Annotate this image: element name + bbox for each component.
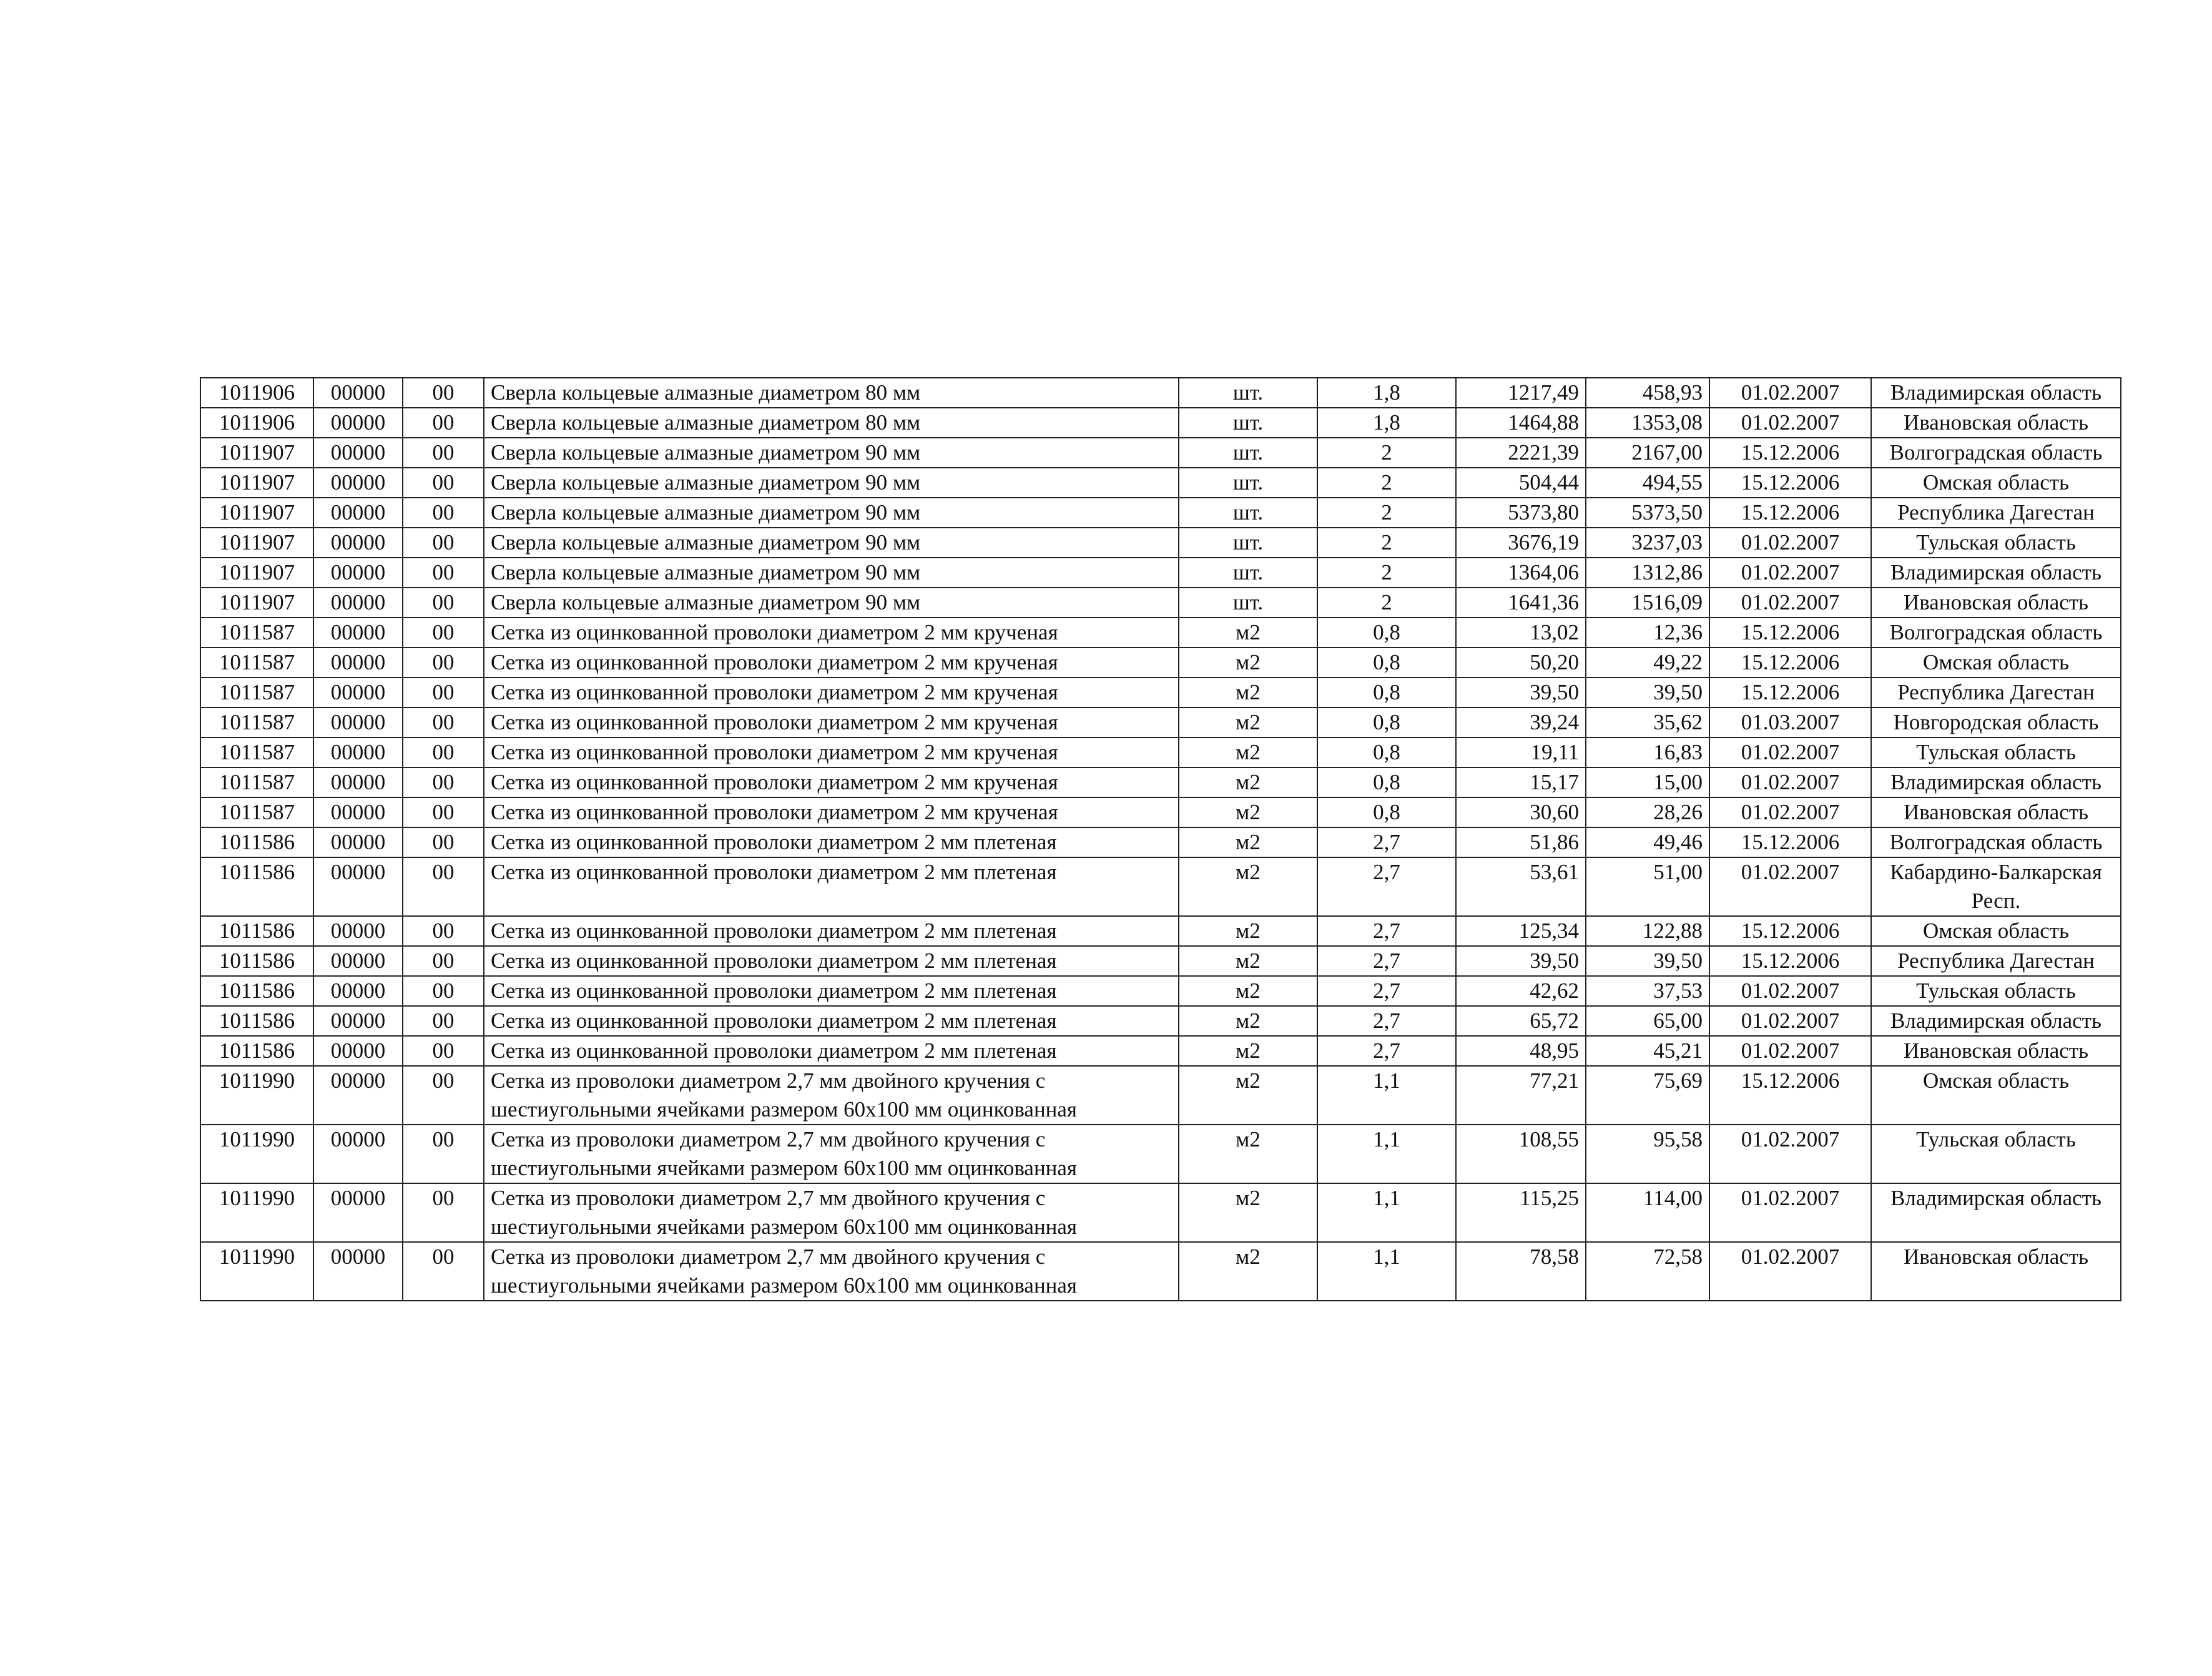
cell-name: Сверла кольцевые алмазные диаметром 90 мм [484,468,1179,498]
cell-price-2: 458,93 [1586,378,1709,408]
cell-coefficient: 2,7 [1317,946,1456,976]
cell-coefficient: 1,1 [1317,1242,1456,1301]
cell-region: Омская область [1871,468,2121,498]
cell-code: 1011586 [200,1006,313,1036]
cell-subcode-2: 00 [403,946,484,976]
cell-subcode: 00000 [313,946,403,976]
cell-subcode: 00000 [313,438,403,468]
cell-price-1: 108,55 [1456,1125,1586,1183]
price-table [200,377,2121,1301]
cell-code: 1011990 [200,1125,313,1183]
cell-date: 01.02.2007 [1709,1036,1871,1066]
cell-price-1: 53,61 [1456,857,1586,916]
cell-unit: м2 [1179,1066,1317,1125]
cell-price-1: 39,50 [1456,678,1586,707]
cell-subcode: 00000 [313,827,403,857]
cell-date: 01.02.2007 [1709,976,1871,1006]
cell-unit: м2 [1179,1125,1317,1183]
cell-coefficient: 0,8 [1317,797,1456,827]
cell-price-2: 1353,08 [1586,408,1709,438]
cell-code: 1011587 [200,618,313,648]
cell-name: Сверла кольцевые алмазные диаметром 80 мм [484,378,1179,408]
cell-unit: м2 [1179,797,1317,827]
cell-price-2: 28,26 [1586,797,1709,827]
cell-price-1: 3676,19 [1456,528,1586,558]
cell-date: 01.02.2007 [1709,737,1871,767]
cell-coefficient: 0,8 [1317,707,1456,737]
cell-date: 01.03.2007 [1709,707,1871,737]
cell-name: Сетка из оцинкованной проволоки диаметром 2 мм плетеная [484,857,1179,916]
cell-date: 01.02.2007 [1709,378,1871,408]
cell-subcode: 00000 [313,378,403,408]
table-row [200,976,2121,1006]
cell-subcode-2: 00 [403,528,484,558]
cell-subcode: 00000 [313,916,403,946]
cell-coefficient: 1,8 [1317,378,1456,408]
table-row [200,1242,2121,1301]
cell-unit: шт. [1179,438,1317,468]
cell-subcode-2: 00 [403,737,484,767]
cell-price-2: 114,00 [1586,1183,1709,1242]
cell-price-2: 51,00 [1586,857,1709,916]
cell-subcode-2: 00 [403,378,484,408]
cell-region: Волгоградская область [1871,827,2121,857]
cell-code: 1011587 [200,797,313,827]
cell-coefficient: 0,8 [1317,618,1456,648]
cell-subcode-2: 00 [403,916,484,946]
cell-date: 15.12.2006 [1709,498,1871,528]
cell-subcode: 00000 [313,1006,403,1036]
cell-region: Ивановская область [1871,797,2121,827]
cell-price-1: 15,17 [1456,767,1586,797]
cell-subcode: 00000 [313,1066,403,1125]
cell-price-1: 1641,36 [1456,588,1586,618]
cell-date: 01.02.2007 [1709,408,1871,438]
cell-subcode: 00000 [313,857,403,916]
cell-subcode: 00000 [313,707,403,737]
cell-name: Сетка из оцинкованной проволоки диаметром 2 мм плетеная [484,1036,1179,1066]
cell-region: Владимирская область [1871,378,2121,408]
cell-subcode: 00000 [313,976,403,1006]
cell-price-2: 65,00 [1586,1006,1709,1036]
table-row [200,378,2121,408]
cell-subcode-2: 00 [403,1036,484,1066]
cell-region: Ивановская область [1871,408,2121,438]
cell-unit: м2 [1179,827,1317,857]
cell-code: 1011586 [200,827,313,857]
cell-price-1: 1364,06 [1456,558,1586,588]
cell-code: 1011906 [200,408,313,438]
cell-region: Владимирская область [1871,767,2121,797]
cell-coefficient: 2,7 [1317,827,1456,857]
cell-coefficient: 0,8 [1317,648,1456,678]
table-row [200,1183,2121,1242]
cell-price-2: 39,50 [1586,678,1709,707]
cell-coefficient: 1,1 [1317,1125,1456,1183]
cell-name: Сверла кольцевые алмазные диаметром 90 мм [484,528,1179,558]
cell-subcode: 00000 [313,1036,403,1066]
cell-code: 1011907 [200,588,313,618]
table-row [200,498,2121,528]
table-row [200,916,2121,946]
cell-code: 1011587 [200,737,313,767]
cell-price-1: 1464,88 [1456,408,1586,438]
cell-unit: м2 [1179,767,1317,797]
cell-subcode-2: 00 [403,408,484,438]
cell-name: Сетка из оцинкованной проволоки диаметром 2 мм крученая [484,737,1179,767]
cell-price-1: 2221,39 [1456,438,1586,468]
table-row [200,438,2121,468]
cell-date: 01.02.2007 [1709,558,1871,588]
cell-subcode-2: 00 [403,857,484,916]
cell-code: 1011586 [200,1036,313,1066]
cell-coefficient: 2 [1317,468,1456,498]
cell-price-1: 504,44 [1456,468,1586,498]
cell-subcode-2: 00 [403,707,484,737]
cell-price-1: 51,86 [1456,827,1586,857]
cell-price-1: 39,24 [1456,707,1586,737]
cell-coefficient: 1,1 [1317,1183,1456,1242]
cell-code: 1011990 [200,1066,313,1125]
cell-coefficient: 2 [1317,438,1456,468]
cell-subcode-2: 00 [403,797,484,827]
table-row [200,678,2121,707]
cell-region: Республика Дагестан [1871,946,2121,976]
cell-price-1: 78,58 [1456,1242,1586,1301]
cell-price-1: 65,72 [1456,1006,1586,1036]
cell-unit: м2 [1179,946,1317,976]
cell-date: 01.02.2007 [1709,767,1871,797]
cell-subcode: 00000 [313,1125,403,1183]
cell-price-2: 5373,50 [1586,498,1709,528]
cell-date: 15.12.2006 [1709,827,1871,857]
cell-date: 01.02.2007 [1709,528,1871,558]
cell-unit: м2 [1179,707,1317,737]
cell-price-1: 42,62 [1456,976,1586,1006]
cell-subcode-2: 00 [403,976,484,1006]
cell-coefficient: 0,8 [1317,767,1456,797]
cell-subcode-2: 00 [403,678,484,707]
cell-subcode-2: 00 [403,558,484,588]
cell-coefficient: 0,8 [1317,737,1456,767]
cell-price-1: 115,25 [1456,1183,1586,1242]
cell-price-2: 15,00 [1586,767,1709,797]
cell-unit: шт. [1179,558,1317,588]
cell-region: Владимирская область [1871,1006,2121,1036]
cell-price-2: 45,21 [1586,1036,1709,1066]
cell-name: Сетка из оцинкованной проволоки диаметром 2 мм крученая [484,767,1179,797]
cell-subcode: 00000 [313,408,403,438]
cell-subcode: 00000 [313,1183,403,1242]
cell-code: 1011907 [200,528,313,558]
cell-unit: шт. [1179,378,1317,408]
cell-subcode-2: 00 [403,498,484,528]
table-row [200,737,2121,767]
cell-subcode-2: 00 [403,1066,484,1125]
cell-price-2: 49,46 [1586,827,1709,857]
cell-unit: м2 [1179,737,1317,767]
cell-code: 1011587 [200,707,313,737]
cell-code: 1011586 [200,916,313,946]
table-row [200,558,2121,588]
cell-unit: м2 [1179,1242,1317,1301]
cell-name: Сетка из оцинкованной проволоки диаметром 2 мм плетеная [484,976,1179,1006]
table-row [200,408,2121,438]
cell-unit: м2 [1179,857,1317,916]
cell-date: 15.12.2006 [1709,916,1871,946]
cell-unit: шт. [1179,498,1317,528]
table-row [200,468,2121,498]
cell-code: 1011990 [200,1183,313,1242]
cell-price-2: 1516,09 [1586,588,1709,618]
cell-price-1: 5373,80 [1456,498,1586,528]
cell-region: Омская область [1871,1066,2121,1125]
cell-date: 15.12.2006 [1709,678,1871,707]
table-row [200,1066,2121,1125]
cell-code: 1011906 [200,378,313,408]
cell-date: 15.12.2006 [1709,618,1871,648]
cell-code: 1011907 [200,498,313,528]
cell-date: 01.02.2007 [1709,1006,1871,1036]
cell-region: Ивановская область [1871,588,2121,618]
cell-price-1: 39,50 [1456,946,1586,976]
cell-coefficient: 2 [1317,588,1456,618]
cell-subcode-2: 00 [403,648,484,678]
cell-price-2: 35,62 [1586,707,1709,737]
cell-unit: м2 [1179,648,1317,678]
cell-date: 01.02.2007 [1709,1242,1871,1301]
cell-region: Ивановская область [1871,1242,2121,1301]
cell-region: Тульская область [1871,528,2121,558]
cell-code: 1011907 [200,438,313,468]
cell-name: Сверла кольцевые алмазные диаметром 90 мм [484,558,1179,588]
cell-date: 01.02.2007 [1709,857,1871,916]
cell-unit: шт. [1179,468,1317,498]
cell-price-1: 125,34 [1456,916,1586,946]
cell-region: Тульская область [1871,976,2121,1006]
cell-coefficient: 2 [1317,528,1456,558]
cell-region: Владимирская область [1871,558,2121,588]
cell-code: 1011586 [200,857,313,916]
cell-unit: м2 [1179,916,1317,946]
cell-price-1: 19,11 [1456,737,1586,767]
cell-subcode: 00000 [313,528,403,558]
cell-unit: м2 [1179,678,1317,707]
cell-subcode: 00000 [313,767,403,797]
cell-code: 1011907 [200,468,313,498]
table-row [200,946,2121,976]
cell-subcode-2: 00 [403,1125,484,1183]
cell-name: Сетка из оцинкованной проволоки диаметром 2 мм крученая [484,618,1179,648]
cell-price-2: 494,55 [1586,468,1709,498]
cell-subcode: 00000 [313,468,403,498]
cell-price-1: 13,02 [1456,618,1586,648]
cell-price-2: 72,58 [1586,1242,1709,1301]
cell-region: Тульская область [1871,1125,2121,1183]
cell-price-2: 1312,86 [1586,558,1709,588]
cell-price-2: 3237,03 [1586,528,1709,558]
cell-subcode: 00000 [313,558,403,588]
cell-unit: м2 [1179,976,1317,1006]
cell-coefficient: 1,1 [1317,1066,1456,1125]
cell-subcode-2: 00 [403,1242,484,1301]
cell-date: 15.12.2006 [1709,468,1871,498]
table-row [200,1125,2121,1183]
cell-price-1: 1217,49 [1456,378,1586,408]
cell-subcode: 00000 [313,678,403,707]
cell-region: Республика Дагестан [1871,498,2121,528]
cell-coefficient: 2,7 [1317,916,1456,946]
cell-subcode-2: 00 [403,827,484,857]
cell-code: 1011586 [200,946,313,976]
cell-price-1: 77,21 [1456,1066,1586,1125]
cell-name: Сетка из оцинкованной проволоки диаметром 2 мм крученая [484,707,1179,737]
cell-region: Омская область [1871,648,2121,678]
cell-name: Сетка из проволоки диаметром 2,7 мм двойного кручения с шестиугольными ячейками размером 60х100 мм оцинкованная [484,1183,1179,1242]
cell-unit: м2 [1179,1036,1317,1066]
cell-coefficient: 0,8 [1317,678,1456,707]
cell-region: Республика Дагестан [1871,678,2121,707]
table-row [200,648,2121,678]
cell-name: Сверла кольцевые алмазные диаметром 90 мм [484,498,1179,528]
cell-subcode-2: 00 [403,767,484,797]
cell-unit: м2 [1179,1183,1317,1242]
cell-region: Тульская область [1871,737,2121,767]
cell-price-2: 39,50 [1586,946,1709,976]
cell-name: Сетка из оцинкованной проволоки диаметром 2 мм плетеная [484,1006,1179,1036]
table-row [200,857,2121,916]
table-row [200,1036,2121,1066]
cell-subcode: 00000 [313,737,403,767]
cell-date: 01.02.2007 [1709,797,1871,827]
cell-name: Сетка из оцинкованной проволоки диаметром 2 мм плетеная [484,946,1179,976]
cell-region: Кабардино-Балкарская Респ. [1871,857,2121,916]
table-row [200,767,2121,797]
cell-subcode: 00000 [313,588,403,618]
table-row [200,827,2121,857]
cell-price-1: 50,20 [1456,648,1586,678]
cell-coefficient: 2,7 [1317,857,1456,916]
table-row [200,1006,2121,1036]
cell-coefficient: 2,7 [1317,1036,1456,1066]
table-row [200,797,2121,827]
cell-date: 01.02.2007 [1709,1125,1871,1183]
cell-subcode-2: 00 [403,618,484,648]
cell-price-1: 30,60 [1456,797,1586,827]
cell-region: Омская область [1871,916,2121,946]
cell-name: Сетка из проволоки диаметром 2,7 мм двойного кручения с шестиугольными ячейками размером 60х100 мм оцинкованная [484,1066,1179,1125]
cell-unit: м2 [1179,618,1317,648]
cell-unit: шт. [1179,588,1317,618]
cell-subcode: 00000 [313,618,403,648]
cell-price-2: 37,53 [1586,976,1709,1006]
cell-subcode-2: 00 [403,588,484,618]
cell-subcode: 00000 [313,648,403,678]
cell-subcode-2: 00 [403,1183,484,1242]
cell-name: Сетка из оцинкованной проволоки диаметром 2 мм плетеная [484,916,1179,946]
table-row [200,588,2121,618]
cell-name: Сетка из оцинкованной проволоки диаметром 2 мм крученая [484,678,1179,707]
cell-date: 01.02.2007 [1709,588,1871,618]
cell-code: 1011587 [200,648,313,678]
cell-date: 15.12.2006 [1709,648,1871,678]
cell-date: 01.02.2007 [1709,1183,1871,1242]
cell-subcode: 00000 [313,797,403,827]
cell-price-2: 95,58 [1586,1125,1709,1183]
cell-region: Новгородская область [1871,707,2121,737]
cell-code: 1011907 [200,558,313,588]
cell-price-2: 122,88 [1586,916,1709,946]
cell-name: Сетка из оцинкованной проволоки диаметром 2 мм крученая [484,648,1179,678]
cell-name: Сетка из проволоки диаметром 2,7 мм двойного кручения с шестиугольными ячейками размером 60х100 мм оцинкованная [484,1242,1179,1301]
cell-region: Ивановская область [1871,1036,2121,1066]
table-row [200,707,2121,737]
cell-price-1: 48,95 [1456,1036,1586,1066]
cell-code: 1011586 [200,976,313,1006]
cell-price-2: 49,22 [1586,648,1709,678]
cell-coefficient: 2 [1317,498,1456,528]
cell-name: Сверла кольцевые алмазные диаметром 80 мм [484,408,1179,438]
table-row [200,618,2121,648]
cell-region: Волгоградская область [1871,618,2121,648]
cell-price-2: 2167,00 [1586,438,1709,468]
cell-name: Сетка из оцинкованной проволоки диаметром 2 мм крученая [484,797,1179,827]
cell-name: Сетка из проволоки диаметром 2,7 мм двойного кручения с шестиугольными ячейками размером 60х100 мм оцинкованная [484,1125,1179,1183]
cell-coefficient: 2,7 [1317,976,1456,1006]
table-row [200,528,2121,558]
cell-coefficient: 2,7 [1317,1006,1456,1036]
cell-subcode: 00000 [313,1242,403,1301]
cell-price-2: 75,69 [1586,1066,1709,1125]
cell-coefficient: 1,8 [1317,408,1456,438]
cell-name: Сверла кольцевые алмазные диаметром 90 мм [484,588,1179,618]
cell-name: Сетка из оцинкованной проволоки диаметром 2 мм плетеная [484,827,1179,857]
cell-subcode-2: 00 [403,438,484,468]
cell-coefficient: 2 [1317,558,1456,588]
cell-price-2: 12,36 [1586,618,1709,648]
cell-date: 15.12.2006 [1709,438,1871,468]
cell-unit: шт. [1179,528,1317,558]
cell-code: 1011587 [200,767,313,797]
cell-name: Сверла кольцевые алмазные диаметром 90 мм [484,438,1179,468]
cell-code: 1011990 [200,1242,313,1301]
cell-unit: м2 [1179,1006,1317,1036]
cell-date: 15.12.2006 [1709,946,1871,976]
cell-code: 1011587 [200,678,313,707]
cell-subcode-2: 00 [403,1006,484,1036]
cell-subcode: 00000 [313,498,403,528]
cell-region: Владимирская область [1871,1183,2121,1242]
cell-price-2: 16,83 [1586,737,1709,767]
cell-region: Волгоградская область [1871,438,2121,468]
cell-subcode-2: 00 [403,468,484,498]
cell-date: 15.12.2006 [1709,1066,1871,1125]
cell-unit: шт. [1179,408,1317,438]
